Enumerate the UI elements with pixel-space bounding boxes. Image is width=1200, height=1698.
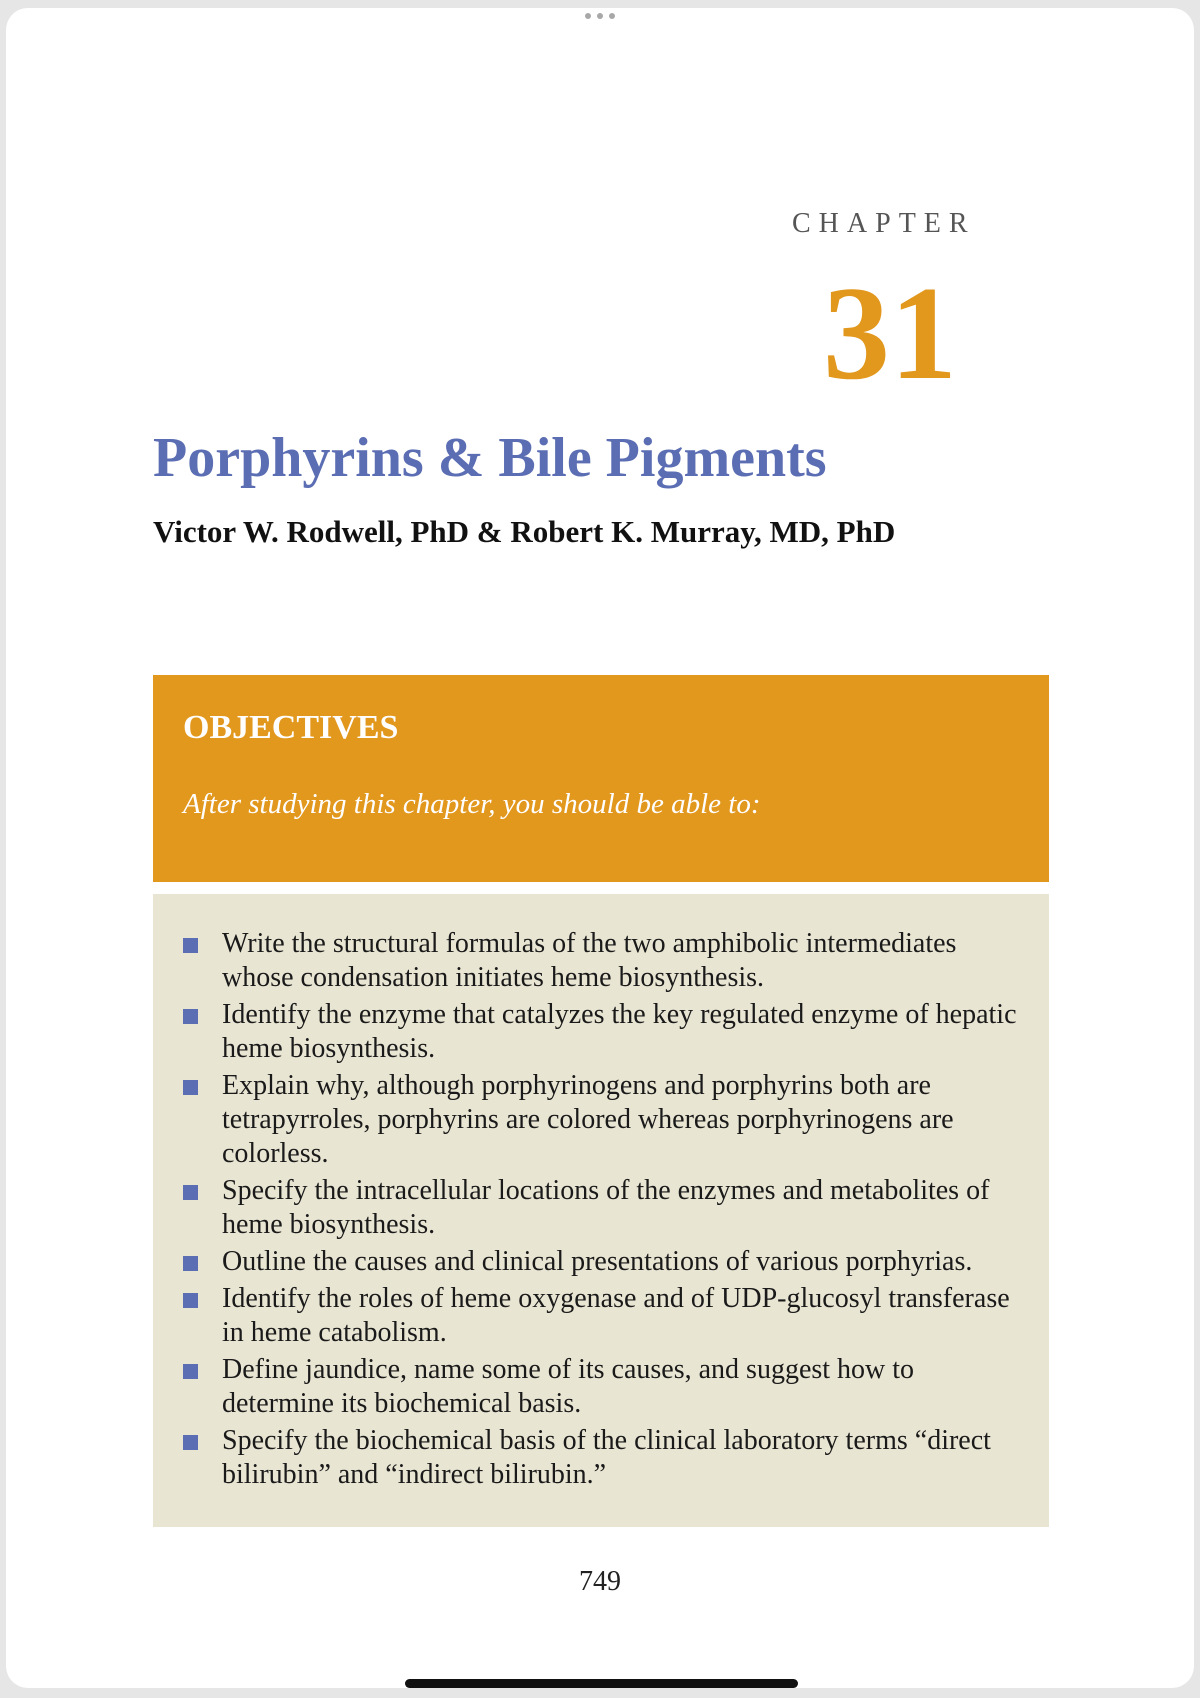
objective-text: Specify the intracellular locations of the enzymes and metabolites of heme biosynthesis. <box>222 1175 990 1240</box>
square-bullet-icon <box>183 1080 198 1095</box>
objective-text: Identify the roles of heme oxygenase and of UDP-glucosyl transferase in heme catabolism. <box>222 1283 1010 1348</box>
objectives-title: OBJECTIVES <box>183 709 399 746</box>
objective-item <box>222 1069 1029 1171</box>
square-bullet-icon <box>183 938 198 953</box>
objectives-list <box>153 894 1049 1492</box>
objective-text: Outline the causes and clinical presentations of various porphyrias. <box>222 1246 973 1277</box>
chapter-label: CHAPTER <box>792 208 976 239</box>
square-bullet-icon <box>183 1364 198 1379</box>
objective-item <box>222 998 1029 1066</box>
objectives-header <box>153 675 1049 882</box>
objective-item <box>222 1424 1029 1492</box>
objective-text: Identify the enzyme that catalyzes the key regulated enzyme of hepatic heme biosynthesis. <box>222 999 1017 1064</box>
objective-text: Define jaundice, name some of its causes, and suggest how to determine its biochemical basis. <box>222 1354 915 1419</box>
objective-item <box>222 1245 1029 1279</box>
dot <box>597 13 603 19</box>
objective-item <box>222 1353 1029 1421</box>
chapter-number: 31 <box>823 259 957 407</box>
objectives-list-box <box>153 894 1049 1527</box>
objective-item <box>222 1282 1029 1350</box>
page-number: 749 <box>579 1566 621 1597</box>
chapter-title: Porphyrins & Bile Pigments <box>153 427 827 489</box>
home-indicator[interactable] <box>405 1679 798 1688</box>
square-bullet-icon <box>183 1185 198 1200</box>
square-bullet-icon <box>183 1435 198 1450</box>
square-bullet-icon <box>183 1256 198 1271</box>
objective-text: Explain why, although porphyrinogens and porphyrins both are tetrapyrroles, porphyrins are colored whereas porphyrinogens are colorless. <box>222 1070 954 1169</box>
objectives-intro: After studying this chapter, you should be able to: <box>183 788 761 820</box>
square-bullet-icon <box>183 1009 198 1024</box>
objective-item <box>222 927 1029 995</box>
square-bullet-icon <box>183 1293 198 1308</box>
objective-item <box>222 1174 1029 1242</box>
chapter-authors: Victor W. Rodwell, PhD & Robert K. Murray, MD, PhD <box>153 514 896 549</box>
objective-text: Write the structural formulas of the two amphibolic intermediates whose condensation initiates heme biosynthesis. <box>222 928 957 993</box>
dot <box>609 13 615 19</box>
objective-text: Specify the biochemical basis of the clinical laboratory terms “direct bilirubin” and “indirect bilirubin.” <box>222 1425 991 1490</box>
more-dots-icon[interactable] <box>585 12 615 20</box>
dot <box>585 13 591 19</box>
